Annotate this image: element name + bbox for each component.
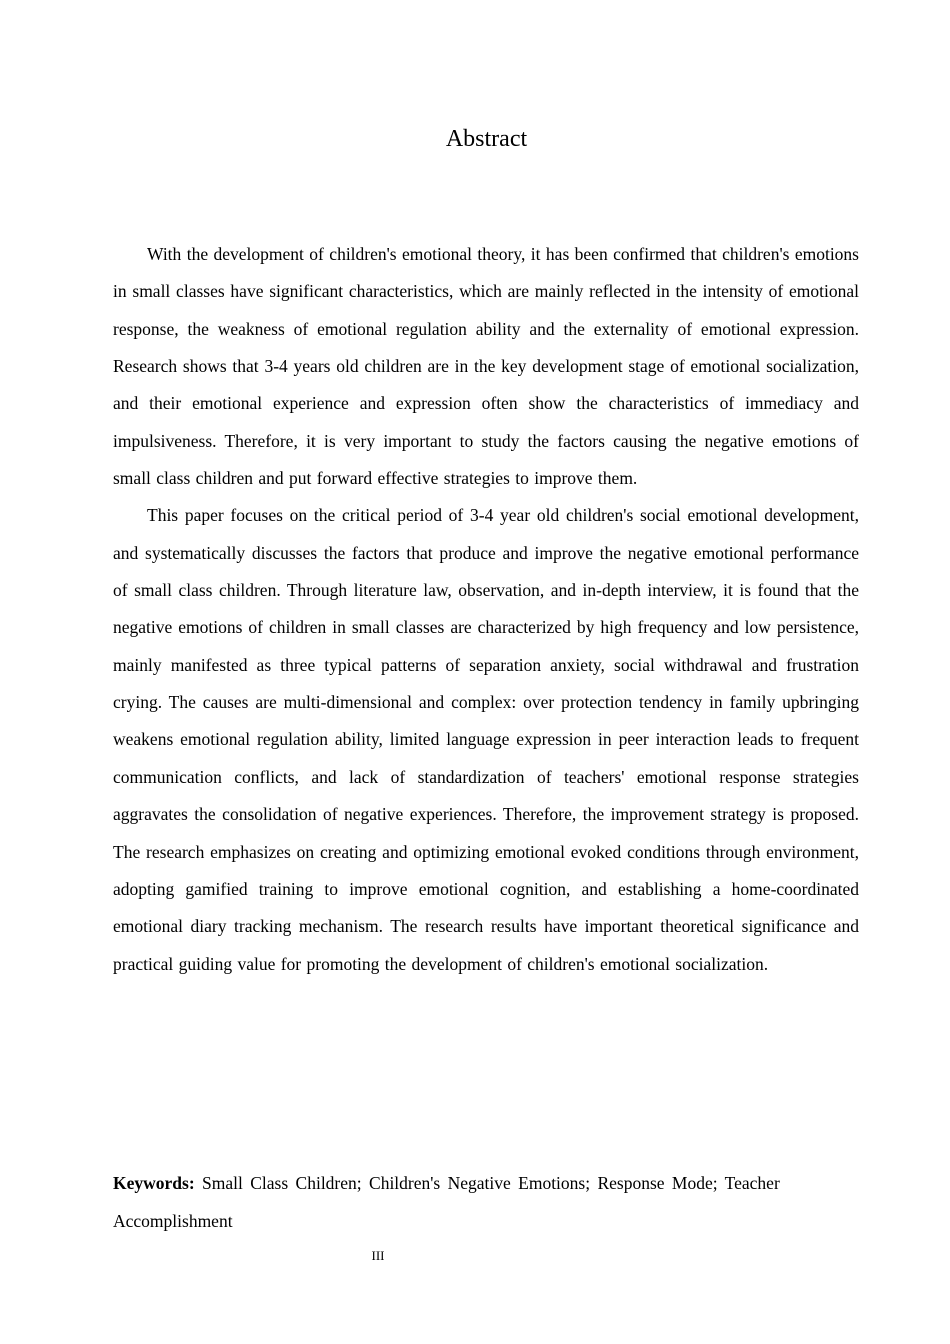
page-number: III bbox=[371, 1248, 385, 1263]
keywords-line bbox=[113, 1165, 859, 1240]
keywords-label: Keywords: bbox=[113, 1173, 195, 1193]
abstract-paragraph-2: This paper focuses on the critical period of 3-4 year old children's social emotional development, and systematically discusses the factors that produce and improve the negative emotional performance of small class children. Through literature law, observation, and in-depth interview, it is found that the negative emotions of children in small classes are characterized by high frequency and low persistence, mainly manifested as three typical patterns of separation anxiety, social withdrawal and frustration crying. The causes are multi-dimensional and complex: over protection tendency in family upbringing weakens emotional regulation ability, limited language expression in peer interaction leads to frequent communication conflicts, and lack of standardization of teachers' emotional response strategies aggravates the consolidation of negative experiences. Therefore, the improvement strategy is proposed. The research emphasizes on creating and optimizing emotional evoked conditions through environment, adopting gamified training to improve emotional cognition, and establishing a home-coordinated emotional diary tracking mechanism. The research results have important theoretical significance and practical guiding value for promoting the development of children's emotional socialization. bbox=[113, 505, 859, 974]
keywords-text: Small Class Children; Children's Negative Emotions; Response Mode; Teacher Accomplishment bbox=[113, 1173, 780, 1231]
abstract-title: Abstract bbox=[445, 126, 528, 152]
abstract-body bbox=[113, 236, 859, 983]
abstract-paragraph-1: With the development of children's emotional theory, it has been confirmed that children's emotions in small classes have significant characteristics, which are mainly reflected in the intensity of emotional response, the weakness of emotional regulation ability and the externality of emotional expression. Research shows that 3-4 years old children are in the key development stage of emotional socialization, and their emotional experience and expression often show the characteristics of immediacy and impulsiveness. Therefore, it is very important to study the factors causing the negative emotions of small class children and put forward effective strategies to improve them. bbox=[113, 244, 859, 489]
